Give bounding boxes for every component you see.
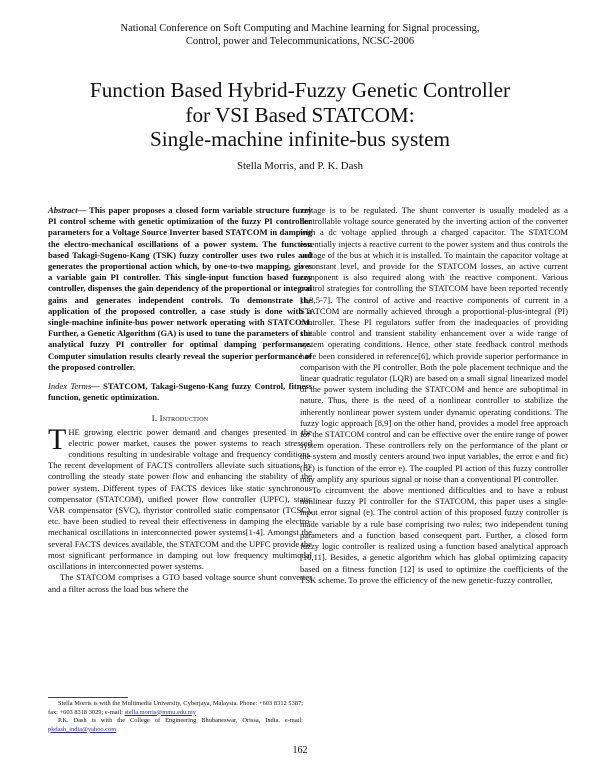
conference-line-2: Control, power and Telecommunications, NCSC-2006 [185, 36, 415, 47]
email-link-1[interactable]: stella.morris@mmu.edu.my [124, 708, 196, 716]
authors: Stella Morris, and P. K. Dash [237, 160, 363, 172]
index-terms-text: — STATCOM, Takagi-Sugeno-Kang fuzzy Control, fitness function, genetic optimization. [48, 381, 312, 403]
right-paragraph-2: To circumvent the above mentioned difficulties and to have a robust nonlinear fuzzy PI controller for the STATCOM, this paper uses a single-input error signal (e). The control action of this proposed fuzzy controller is made variable by a rule base comprising two rules; two independent tuning parameters and a function based consequent part. Further, a closed form fuzzy logic controller is realized using a function based analytical approach [10,11]. Besides, a genetic algorithm which has global optimizing capacity based on a fitness function [12] is used to optimize the coefficients of the TSK scheme. To prove the efficiency of the new genetic-fuzzy controller, [300, 485, 568, 585]
left-column [48, 205, 312, 595]
paper-title [0, 78, 600, 152]
conference-header [0, 22, 600, 48]
section-title: Introduction [159, 413, 209, 424]
email-link-2[interactable]: pkdash_india@yahoo.com [48, 725, 117, 733]
drop-cap: T [48, 422, 67, 456]
footnote-author-1-text: Stella Morris is with the Multimedia University, Cyberjaya, Malaysia. Phone: +603 8312 5387; fax: +603 8318 3029; e-mail: [48, 700, 303, 716]
section-number: I. [151, 413, 158, 424]
index-terms [48, 381, 312, 403]
section-heading-introduction [48, 413, 312, 424]
footnote-author-2 [48, 717, 303, 734]
title-line-3: Single-machine infinite-bus system [149, 127, 451, 151]
intro-paragraph-2: The STATCOM comprises a GTO based voltage source shunt converter and a filter across the load bus where the [48, 572, 312, 594]
title-line-1: Function Based Hybrid-Fuzzy Genetic Controller [89, 78, 511, 102]
footnote-author-2-text: P.K. Dash is with the College of Engineering Bhubaneswar, Orissa, India. e-mail: [58, 717, 303, 725]
intro-paragraph-1 [48, 422, 312, 573]
abstract [48, 205, 312, 373]
abstract-text: — This paper proposes a closed form variable structure fuzzy PI control scheme with genetic optimization of the fuzzy PI controller parameters for a Voltage Source Inverter based STATCOM in damping the electro-mechanical oscillations of a power system. The function based Takagi-Sugeno-Kang (TSK) fuzzy controller uses two rules and generates the proportional action which, by one-to-two mapping, gives a variable gain PI controller. This single-input function based fuzzy controller, dispenses the gain dependency of the proportional or integral gains and generates independent controls. To demonstrate the application of the proposed controller, a case study is done with a single-machine infinite-bus power network operating with STATCOM. Further, a Genetic Algorithm (GA) is used to tune the parameters of the analytical fuzzy PI controller for optimal damping performance. Computer simulation results clearly reveal the superior performance of the proposed controller. [48, 205, 312, 372]
footnote-author-1 [48, 700, 303, 717]
index-terms-label: Index Terms [48, 381, 92, 392]
page-number: 162 [292, 745, 308, 756]
intro-paragraph-1-text: HE growing electric power demand and changes presented in the electric power market, causes the power systems to reach stressed conditions resulting in undesirable voltage and frequency conditions. The recent development of FACTS controllers alleviate such situations by controlling the steady state power flow and enhancing the stability of the power system. Different types of FACTS devices like static synchronous compensator (STATCOM), unified power flow controller (UPFC), static VAR compensator (SVC), thyristor controlled static compensator (TCSC), etc. have been studied to reveal their effectiveness in damping the electro-mechanical oscillations in interconnected power systems[1-4]. Amongst the several FACTS devices available, the STATCOM and the UPFC provide the most significant performance in damping out low frequency multimodal oscillations in interconnected power systems. [48, 426, 312, 572]
title-line-2: for VSI Based STATCOM: [185, 102, 415, 127]
right-column [300, 205, 568, 586]
conference-line-1: National Conference on Soft Computing and Machine learning for Signal processing, [120, 23, 480, 34]
author-footnote [48, 700, 303, 734]
right-paragraph-1: voltage is to be regulated. The shunt converter is usually modeled as a controllable voltage source generated by the inverting action of the converter with a dc voltage applied through a charged capacitor. The STATCOM essentially injects a reactive current to the power system and thus controls the voltage of the bus at which it is installed. To maintain the capacitor voltage at a constant level, and provide for the STATCOM losses, an active current component is also required along with the reactive component. Various control strategies for controlling the STATCOM have been reported recently [1,3,5-7]. The control of active and reactive components of current in a STATCOM are normally achieved through a proportional-plus-integral (PI) controller. These PI regulators suffer from the inadequacies of providing suitable control and transient stability enhancement over a wide range of system operating conditions. Hence, other state feedback control methods have been considered in reference[6], which provide superior performance in comparison with the PI controller. Both the pole placement technique and the linear quadratic regulator (LQR) are based on a small signal linearized model of the power system including the STATCOM and hence are suboptimal in nature. Thus, there is the need of a nonlinear controller to stabilize the inherently nonlinear power system under dynamic operating conditions. The fuzzy logic approach [8,9] on the other hand, provides a model free approach for the STATCOM control and can be effective over the entire range of power system operation. These controllers rely on the performance of the plant or the system and mostly centers around two input variables, the error e and fic) (fic) is function of the error e). The coupled PI action of this fuzzy controller may amplify any spurious signal or noise than a conventional PI controller. [300, 205, 568, 484]
abstract-label: Abstract [48, 205, 78, 215]
footnote-divider [48, 697, 128, 698]
